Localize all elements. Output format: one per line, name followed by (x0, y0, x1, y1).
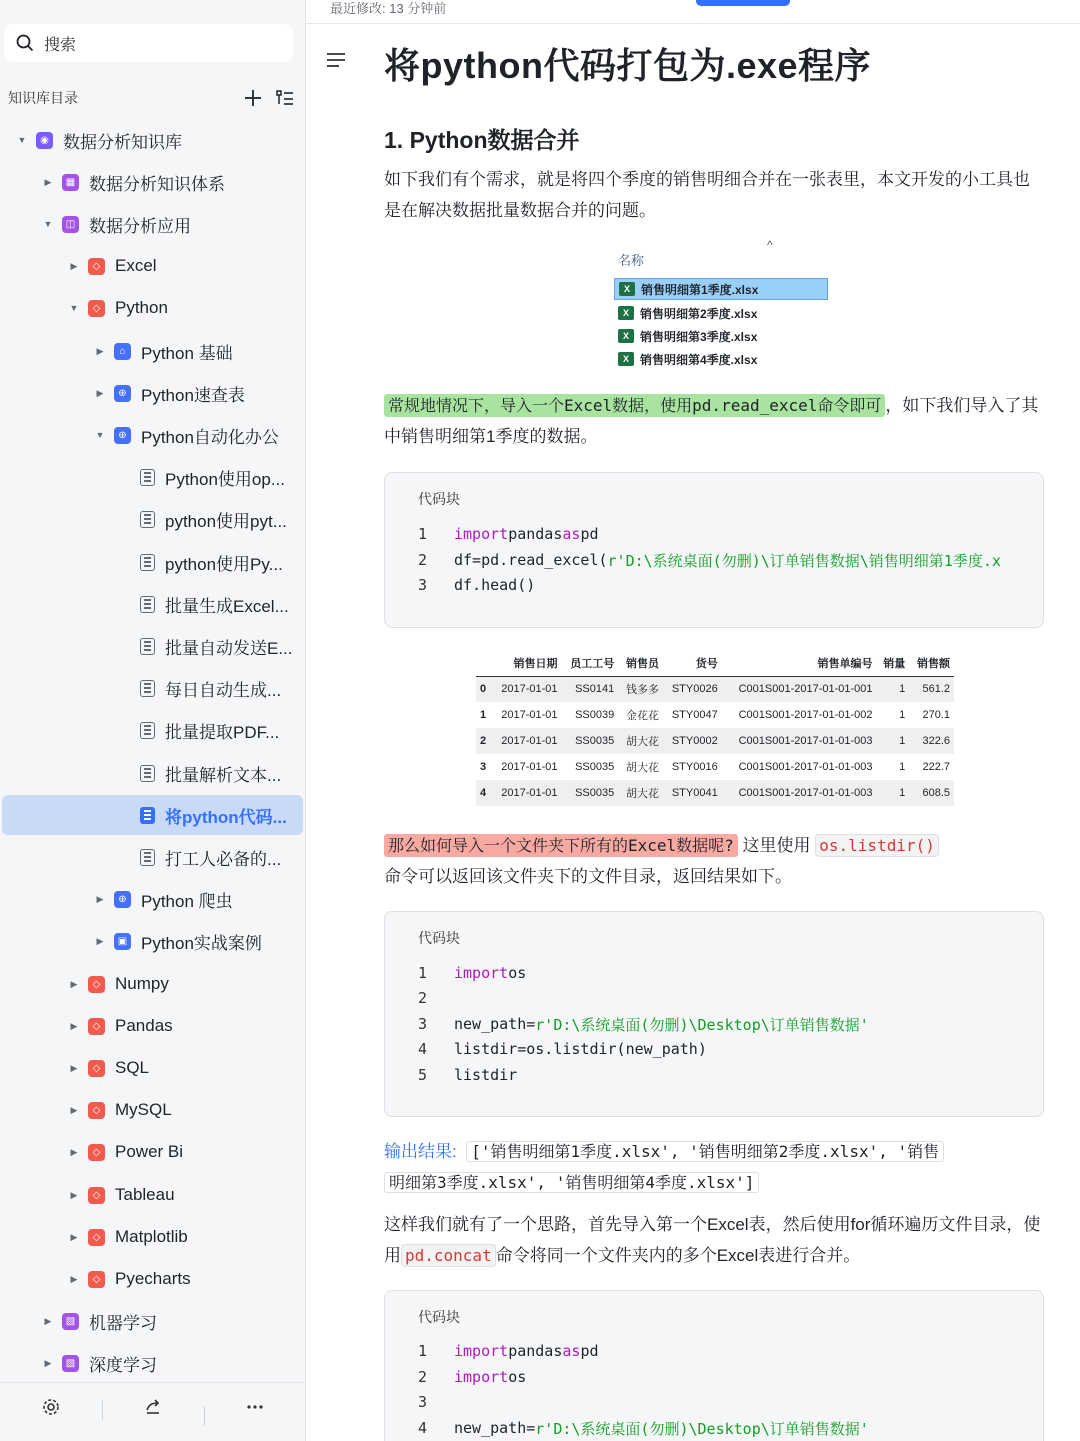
paragraph (384, 830, 1044, 892)
code-block[interactable] (384, 472, 1044, 628)
tree-item-doc[interactable] (2, 457, 303, 497)
caret-right-icon[interactable]: ▶ (70, 1231, 78, 1242)
table-cell: 561.2 (922, 683, 950, 696)
table-cell: 钱多多 (625, 684, 659, 697)
code-text: listdir=os.listdir(new_path) (454, 1040, 707, 1058)
more-button[interactable] (204, 1404, 306, 1410)
table-cell: SS0035 (575, 761, 615, 773)
table-cell: 322.6 (922, 735, 950, 747)
page-title: 将python代码打包为.exe程序 (384, 45, 872, 86)
highlight-text: 那么如何导入一个文件夹下所有的Excel数据呢? (384, 834, 738, 857)
table-cell: 2017-01-01 (501, 787, 558, 799)
table-cell: C001S001-2017-01-01-003 (738, 761, 873, 773)
caret-right-icon[interactable]: ▶ (44, 1315, 52, 1326)
tree-item-machine-learning[interactable] (2, 1301, 303, 1341)
tree-item-label: 数据分析知识库 (63, 132, 182, 152)
code-block-title: 代码块 (418, 930, 460, 946)
line-number: 5 (418, 1066, 428, 1084)
tree-item-python-cases[interactable] (2, 921, 303, 961)
code-line (418, 1036, 707, 1062)
code-line (418, 960, 526, 986)
caret-right-icon[interactable]: ▶ (70, 1020, 78, 1031)
settings-button[interactable] (0, 1398, 102, 1416)
code-block[interactable] (384, 1290, 1044, 1441)
document-icon (140, 596, 155, 613)
folder-icon: ◇ (88, 1271, 105, 1288)
table-cell: 4 (480, 787, 487, 799)
caret-right-icon[interactable]: ▶ (70, 1104, 78, 1115)
folder-icon: ◇ (88, 1060, 105, 1077)
tree-item-matplotlib[interactable] (2, 1217, 303, 1257)
line-number: 2 (418, 1368, 428, 1386)
table-cell: STY0016 (671, 761, 718, 773)
tree-item-python-cheatsheet[interactable] (2, 373, 303, 413)
table-cell: 胡大花 (625, 736, 659, 748)
file-name: 销售明细第2季度.xlsx (640, 306, 758, 321)
document-icon (140, 511, 155, 528)
code-block[interactable] (384, 911, 1044, 1117)
caret-right-icon[interactable]: ▶ (44, 176, 52, 187)
folder-icon: ◇ (88, 1144, 105, 1161)
line-number: 2 (418, 989, 428, 1007)
tree-item-doc[interactable] (2, 837, 303, 877)
line-number: 3 (418, 1015, 428, 1033)
code-keyword: import (454, 525, 509, 543)
tree-item-label: Python自动化办公 (141, 427, 279, 447)
tree-item-doc-active[interactable] (2, 795, 303, 835)
sidebar-footer (0, 1382, 306, 1430)
file-name: 销售明细第1季度.xlsx (641, 282, 759, 297)
table-row (476, 754, 954, 780)
document-icon (140, 469, 155, 486)
paragraph-text: 命令将同一个文件夹内的多个Excel表进行合并。 (495, 1246, 861, 1265)
table-cell: 2 (480, 735, 487, 747)
tree-item-label: Python实战案例 (141, 933, 262, 953)
code-text: pd (580, 1342, 599, 1360)
caret-down-icon[interactable]: ▼ (43, 219, 53, 229)
search-icon (16, 34, 34, 52)
globe-icon: ⊕ (114, 891, 131, 908)
tree-item-python-basics[interactable] (2, 331, 303, 371)
tree-item-label: python使用Py... (165, 554, 283, 574)
paragraph (384, 390, 1044, 452)
tree-item-python-crawler[interactable] (2, 879, 303, 919)
code-line (418, 1011, 869, 1037)
tree-title: 知识库目录 (8, 90, 78, 106)
tree-item-label: 机器学习 (89, 1313, 157, 1333)
tree-item-doc[interactable] (2, 499, 303, 539)
tree-item-label: Matplotlib (115, 1227, 188, 1246)
line-number: 1 (418, 964, 428, 982)
document-icon (140, 849, 155, 866)
column-header: 销售日期 (491, 650, 561, 676)
table-cell: SS0035 (575, 787, 615, 799)
caret-right-icon[interactable]: ▶ (96, 935, 104, 946)
dataframe-table (476, 650, 954, 806)
table-cell: STY0026 (671, 683, 718, 696)
column-header: 员工工号 (562, 650, 619, 676)
tree-item-label: 数据分析应用 (89, 216, 191, 236)
excel-file-icon: X (618, 352, 634, 366)
table-cell: 1 (899, 709, 906, 721)
tree-item-python-automation[interactable] (2, 415, 303, 455)
caret-right-icon[interactable]: ▶ (96, 893, 104, 904)
code-line (418, 547, 1001, 573)
file-row (614, 325, 828, 347)
tree-item-label: Tableau (115, 1185, 175, 1204)
table-cell: 2017-01-01 (501, 761, 558, 773)
output-paragraph (384, 1136, 1044, 1198)
tree-item-data-analysis-kb[interactable] (2, 120, 303, 160)
code-text: new_path= (454, 1015, 536, 1033)
caret-right-icon[interactable]: ▶ (70, 1189, 78, 1200)
table-cell: 222.7 (922, 761, 950, 773)
table-cell: SS0141 (575, 683, 615, 696)
document-icon (140, 680, 155, 697)
line-number: 3 (418, 1393, 428, 1411)
globe-icon: ⊕ (114, 385, 131, 402)
table-cell: STY0041 (671, 787, 718, 799)
table-cell: C001S001-2017-01-01-001 (738, 683, 873, 696)
table-cell: 2017-01-01 (501, 683, 558, 696)
code-string: r'D:\系统桌面(勿删)\Desktop\订单销售数据' (535, 1419, 869, 1438)
tree-item-deep-learning[interactable] (2, 1343, 303, 1383)
code-line (418, 985, 454, 1011)
book-icon: ◫ (62, 216, 79, 233)
tree-item-label: Python (115, 298, 168, 317)
tree-item-label: Excel (115, 256, 157, 275)
caret-down-icon[interactable]: ▼ (17, 135, 27, 145)
tree-item-label: 数据分析知识体系 (89, 174, 225, 194)
folder-icon: ◇ (88, 1187, 105, 1204)
share-primary-button[interactable] (696, 0, 790, 6)
caret-down-icon[interactable]: ▼ (69, 303, 79, 313)
tree-item-label: 打工人必备的... (165, 849, 282, 869)
paragraph-text: 命令可以返回该文件夹下的文件目录，返回结果如下。 (384, 867, 792, 886)
line-number: 4 (418, 1040, 428, 1058)
tree-item-label: 深度学习 (89, 1355, 157, 1375)
paragraph-text: ，如下我们导入了其中销售明细第1季度的数据。 (384, 396, 1039, 446)
folder-icon: ◇ (88, 300, 105, 317)
table-cell: 1 (899, 683, 906, 696)
search-placeholder: 搜索 (44, 36, 77, 54)
caret-right-icon[interactable]: ▶ (70, 260, 78, 271)
tree-item-doc[interactable] (2, 710, 303, 750)
table-row (476, 702, 954, 728)
tree-item-pyecharts[interactable] (2, 1259, 303, 1299)
image-icon: ▧ (62, 1313, 79, 1330)
grid-icon: ▦ (62, 174, 79, 191)
file-list-image (612, 240, 832, 372)
document-area (306, 0, 1080, 1441)
tree-item-label: Python速查表 (141, 385, 245, 405)
paragraph: 如下我们有个需求，就是将四个季度的销售明细合并在一张表里，本文开发的小工具也是在解决数据批量数据合并的问题。 (384, 170, 1030, 220)
table-row (476, 676, 954, 702)
top-bar (306, 0, 1080, 24)
code-keyword: as (562, 1342, 581, 1360)
tree-item-label: SQL (115, 1058, 150, 1077)
file-row (614, 302, 828, 324)
folder-icon: ◇ (88, 1229, 105, 1246)
tree-header (8, 84, 298, 112)
tree-item-analysis-apps[interactable] (2, 204, 303, 244)
table-cell: 1 (899, 761, 906, 773)
window-icon: ▣ (114, 933, 131, 950)
highlight-text: 常规地情况下，导入一个Excel数据，使用pd.read_excel命令即可 (384, 394, 885, 417)
sidebar (0, 0, 306, 1441)
tree-item-label: 批量生成Excel... (165, 596, 289, 616)
tree-item-mysql[interactable] (2, 1090, 303, 1130)
code-text: listdir (454, 1066, 518, 1084)
tree-item-label: 将python代码... (165, 807, 287, 827)
home-icon: ⌂ (114, 343, 131, 360)
table-cell: SS0039 (575, 709, 615, 721)
tree-item-label: 每日自动生成... (165, 680, 282, 700)
code-keyword: import (454, 1368, 509, 1386)
tree-item-label: 批量解析文本... (165, 765, 282, 785)
table-cell: 2017-01-01 (501, 735, 558, 747)
knowledge-base-icon: ◉ (36, 132, 53, 149)
search-input[interactable] (4, 24, 293, 62)
table-cell: 1 (480, 709, 487, 721)
share-icon (144, 1398, 162, 1416)
table-cell: C001S001-2017-01-01-002 (738, 709, 873, 721)
add-icon[interactable] (244, 89, 262, 107)
heading-1: 1. Python数据合并 (384, 127, 580, 153)
tree-item-label: Pandas (115, 1016, 173, 1035)
code-text: pd (580, 525, 599, 543)
code-block-title: 代码块 (418, 1309, 460, 1325)
output-value: ['销售明细第1季度.xlsx', '销售明细第2季度.xlsx', '销售 (466, 1141, 944, 1162)
folder-icon: ◇ (88, 1018, 105, 1035)
table-cell: 1 (899, 735, 906, 747)
tree-item-pandas[interactable] (2, 1006, 303, 1046)
caret-right-icon[interactable]: ▶ (70, 978, 78, 989)
caret-right-icon[interactable]: ▶ (70, 1062, 78, 1073)
tree-item-tableau[interactable] (2, 1175, 303, 1215)
table-cell: C001S001-2017-01-01-003 (738, 735, 873, 747)
tree-item-label: 批量提取PDF... (165, 722, 280, 742)
line-number: 2 (418, 551, 428, 569)
code-keyword: import (454, 1342, 509, 1360)
tree-item-label: Pyecharts (115, 1269, 191, 1288)
tree-item-label: Power Bi (115, 1142, 184, 1161)
paragraph-text: 这里使用 (737, 836, 816, 855)
tree-item-label: Python 基础 (141, 343, 233, 363)
code-line (418, 1389, 454, 1415)
excel-file-icon: X (619, 282, 635, 296)
folder-icon: ◇ (88, 976, 105, 993)
caret-right-icon[interactable]: ▶ (96, 387, 104, 398)
tree-item-doc[interactable] (2, 668, 303, 708)
tree-item-doc[interactable] (2, 584, 303, 624)
last-modified-text: 最近修改: 13 分钟前 (330, 1, 447, 16)
outline-toggle-icon[interactable] (326, 52, 346, 68)
caret-right-icon[interactable]: ▶ (70, 1146, 78, 1157)
column-header: 销量 (877, 650, 910, 676)
code-string: r'D:\系统桌面(勿删)\订单销售数据\销售明细第1季度.x (607, 551, 1001, 570)
tree-item-doc[interactable] (2, 753, 303, 793)
code-line (418, 521, 599, 547)
file-row (614, 278, 828, 300)
document-icon (140, 554, 155, 571)
sort-arrow-icon: ^ (767, 238, 773, 252)
globe-icon: ⊕ (114, 427, 131, 444)
document-icon (140, 722, 155, 739)
tree-item-label: Python 爬虫 (141, 891, 233, 911)
tree-item-excel[interactable] (2, 246, 303, 286)
caret-right-icon[interactable]: ▶ (44, 1357, 52, 1368)
table-cell: 胡大花 (625, 788, 659, 800)
table-row (476, 780, 954, 806)
gear-icon (42, 1398, 60, 1416)
line-number: 4 (418, 1419, 428, 1437)
code-text: df=pd.read_excel( (454, 551, 608, 569)
file-row (614, 348, 828, 370)
file-list-header: 名称 (618, 253, 645, 268)
code-text: os (508, 964, 527, 982)
excel-file-icon: X (618, 329, 634, 343)
line-number: 3 (418, 576, 428, 594)
line-number: 1 (418, 1342, 428, 1360)
more-icon (246, 1404, 264, 1410)
paragraph-text: 这样我们就有了一个思路，首先导入第一个Excel表，然后使用for循环遍历文件目录，使用 (384, 1215, 1041, 1265)
table-cell: STY0002 (671, 735, 718, 747)
document-icon (140, 765, 155, 782)
table-cell: SS0035 (575, 735, 615, 747)
column-header: 销售员 (618, 650, 663, 676)
table-cell: 270.1 (922, 709, 950, 721)
tree-item-sql[interactable] (2, 1048, 303, 1088)
table-cell: 金花花 (625, 710, 659, 722)
folder-icon: ◇ (88, 1102, 105, 1119)
caret-right-icon[interactable]: ▶ (70, 1273, 78, 1284)
file-name: 销售明细第3季度.xlsx (640, 329, 758, 344)
code-text: pandas (508, 525, 563, 543)
code-line (418, 1062, 517, 1088)
line-number: 1 (418, 525, 428, 543)
share-button[interactable] (102, 1398, 204, 1416)
code-text: pandas (508, 1342, 563, 1360)
table-cell: 胡大花 (625, 762, 659, 774)
code-line (418, 1415, 869, 1441)
tree-item-label: python使用pyt... (165, 511, 287, 531)
output-label: 输出结果: (384, 1142, 457, 1161)
code-text: os (508, 1368, 527, 1386)
tree-item-powerbi[interactable] (2, 1132, 303, 1172)
inline-code: pd.concat (401, 1244, 496, 1267)
caret-down-icon[interactable]: ▼ (95, 430, 105, 440)
table-cell: 2017-01-01 (501, 709, 558, 721)
column-header (476, 650, 491, 676)
tree-item-python[interactable] (2, 288, 303, 328)
code-text: df.head() (454, 576, 536, 594)
code-text: new_path= (454, 1419, 536, 1437)
code-block-title: 代码块 (418, 491, 460, 507)
tree-item-label: Python使用op... (165, 469, 286, 489)
document-icon (140, 807, 155, 824)
code-string: r'D:\系统桌面(勿删)\Desktop\订单销售数据' (535, 1015, 869, 1034)
column-header: 销售额 (909, 650, 954, 676)
tree-item-doc[interactable] (2, 626, 303, 666)
column-header: 货号 (663, 650, 722, 676)
code-line (418, 1364, 526, 1390)
tree-item-numpy[interactable] (2, 964, 303, 1004)
document-icon (140, 638, 155, 655)
tree-item-knowledge-system[interactable] (2, 162, 303, 202)
table-cell: 1 (899, 787, 906, 799)
table-cell: STY0047 (671, 709, 718, 721)
file-name: 销售明细第4季度.xlsx (640, 352, 758, 367)
inline-code: os.listdir() (815, 834, 939, 857)
table-cell: 608.5 (922, 787, 950, 799)
output-value: 明细第3季度.xlsx', '销售明细第4季度.xlsx'] (384, 1172, 759, 1193)
table-header-row (476, 650, 954, 676)
code-line (418, 572, 535, 598)
table-cell: C001S001-2017-01-01-003 (738, 787, 873, 799)
tree-item-label: Numpy (115, 974, 169, 993)
table-cell: 0 (480, 683, 487, 696)
excel-file-icon: X (618, 306, 634, 320)
tree-item-doc[interactable] (2, 542, 303, 582)
outline-list-icon[interactable] (276, 89, 294, 107)
tree-item-label: 批量自动发送E... (165, 638, 293, 658)
folder-icon: ◇ (88, 258, 105, 275)
code-keyword: import (454, 964, 509, 982)
column-header: 销售单编号 (722, 650, 877, 676)
paragraph (384, 1209, 1044, 1271)
table-cell: 3 (480, 761, 487, 773)
code-keyword: as (562, 525, 581, 543)
code-line (418, 1338, 599, 1364)
tree-item-label: MySQL (115, 1100, 172, 1119)
image-icon: ▧ (62, 1355, 79, 1372)
table-row (476, 728, 954, 754)
caret-right-icon[interactable]: ▶ (96, 345, 104, 356)
